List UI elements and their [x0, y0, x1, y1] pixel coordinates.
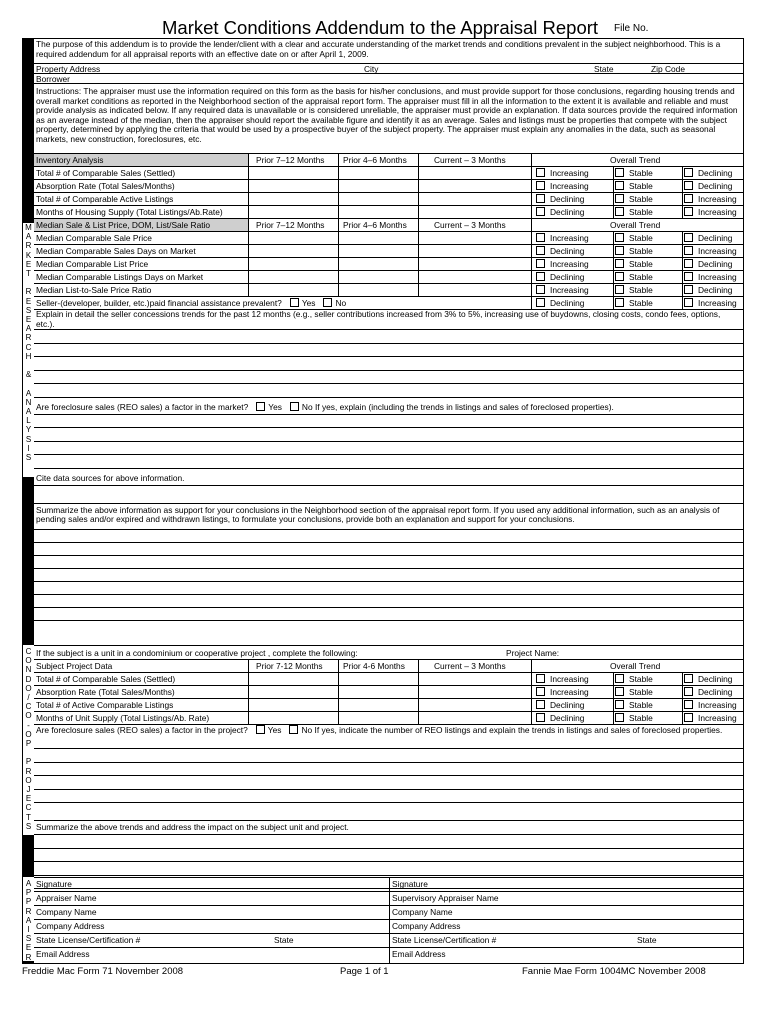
rule [34, 698, 743, 699]
column-rule [389, 877, 390, 963]
inventory-header: Inventory Analysis [36, 155, 104, 165]
appraiser-field-label: Company Address [36, 921, 105, 931]
inventory-trend-increasing-checkbox[interactable] [684, 194, 693, 203]
condo-summary-prompt: Summarize the above trends and address the impact on the subject unit and project. [36, 822, 349, 832]
seller-trend-checkbox[interactable] [615, 298, 624, 307]
title-row [22, 16, 742, 38]
rule [34, 861, 743, 862]
inventory-row-label: Months of Housing Supply (Total Listings/Ab.Rate) [36, 207, 223, 217]
footer-page: Page 1 of 1 [340, 966, 389, 977]
no-label: No [301, 401, 315, 412]
sidebar-segment-appraiser [23, 877, 34, 961]
column-rule [418, 218, 419, 296]
condo-trend-label: Stable [629, 700, 653, 710]
supervisory-field-label: Supervisory Appraiser Name [392, 893, 499, 903]
supervisory-field-label: Company Address [392, 921, 461, 931]
rule [34, 73, 743, 74]
condo-trend-increasing-checkbox[interactable] [684, 700, 693, 709]
inventory-trend-increasing-checkbox[interactable] [536, 181, 545, 190]
appraiser-field-label: Appraiser Name [36, 893, 97, 903]
rule [34, 594, 743, 595]
condo-trend-label: Increasing [550, 687, 589, 697]
condo-col-prior-4-6: Prior 4-6 Months [343, 661, 405, 671]
inventory-trend-stable-checkbox[interactable] [615, 207, 624, 216]
column-rule [613, 231, 614, 309]
seller-trend-label: Stable [629, 298, 653, 308]
median-trend-increasing-checkbox[interactable] [536, 233, 545, 242]
rule [34, 762, 743, 763]
column-rule [248, 659, 249, 724]
condo-trend-declining-checkbox[interactable] [684, 687, 693, 696]
sidebar-segment-market [23, 223, 34, 477]
rule [34, 397, 743, 398]
column-rule [613, 166, 614, 218]
rule [34, 542, 743, 543]
condo-trend-stable-checkbox[interactable] [615, 700, 624, 709]
rule [34, 789, 743, 790]
inventory-trend-label: Declining [698, 168, 733, 178]
footer-fannie: Fannie Mae Form 1004MC November 2008 [522, 966, 706, 977]
inventory-col-overall-trend: Overall Trend [610, 155, 661, 165]
condo-reo-question [36, 725, 739, 736]
inventory-trend-stable-checkbox[interactable] [615, 168, 624, 177]
rule [34, 166, 743, 167]
seller-trend-label: Declining [550, 298, 585, 308]
rule [34, 244, 743, 245]
inventory-trend-label: Increasing [550, 168, 589, 178]
condo-section-rule [34, 645, 743, 646]
rule [34, 63, 743, 64]
condo-trend-increasing-checkbox[interactable] [536, 674, 545, 683]
seller-assistance-question [36, 298, 346, 308]
condo-reo-text: Are foreclosure sales (REO sales) a factor in the project? [36, 725, 248, 735]
rule [34, 775, 743, 776]
rule [34, 283, 743, 284]
appraiser-state-label: State [274, 935, 294, 945]
supervisory-field-label: Email Address [392, 949, 446, 959]
rule [34, 848, 743, 849]
inventory-trend-declining-checkbox[interactable] [684, 181, 693, 190]
rule [34, 205, 743, 206]
appraiser-field-label: Email Address [36, 949, 90, 959]
inventory-col-prior-7-12: Prior 7–12 Months [256, 155, 325, 165]
median-trend-label: Increasing [550, 233, 589, 243]
supervisory-field-label: Company Name [392, 907, 453, 917]
median-trend-increasing-checkbox[interactable] [684, 272, 693, 281]
column-rule [682, 166, 683, 218]
rule [34, 231, 743, 232]
rule [34, 414, 743, 415]
rule [34, 296, 743, 297]
inventory-trend-label: Declining [550, 194, 585, 204]
median-trend-declining-checkbox[interactable] [684, 285, 693, 294]
column-rule [338, 218, 339, 296]
rule [34, 555, 743, 556]
condo-trend-label: Increasing [698, 713, 737, 723]
inventory-trend-label: Stable [629, 168, 653, 178]
inventory-trend-label: Stable [629, 181, 653, 191]
median-trend-increasing-checkbox[interactable] [536, 285, 545, 294]
foreclosure-question [36, 402, 614, 412]
condo-intro-text: If the subject is a unit in a condominium or cooperative project , complete the following: [36, 648, 358, 658]
rule [34, 356, 743, 357]
median-trend-label: Stable [629, 285, 653, 295]
inventory-trend-stable-checkbox[interactable] [615, 194, 624, 203]
condo-trend-label: Declining [550, 713, 585, 723]
appraiser-field-label: Signature [36, 879, 72, 889]
footer-freddie: Freddie Mac Form 71 November 2008 [22, 966, 184, 977]
inventory-trend-declining-checkbox[interactable] [536, 207, 545, 216]
seller-assistance-text: Seller-(developer, builder, etc.)paid financial assistance prevalent? [36, 298, 282, 308]
median-trend-label: Declining [550, 272, 585, 282]
inventory-trend-label: Declining [698, 181, 733, 191]
sidebar-segment-condo [23, 645, 34, 835]
median-trend-increasing-checkbox[interactable] [684, 246, 693, 255]
addendum-form [22, 38, 744, 964]
condo-trend-increasing-checkbox[interactable] [536, 687, 545, 696]
rule [34, 581, 743, 582]
condo-trend-label: Stable [629, 687, 653, 697]
median-trend-declining-checkbox[interactable] [684, 259, 693, 268]
foreclosure-explain-text: If yes, explain (including the trends in listings and sales of foreclosed properties). [314, 401, 614, 412]
purpose-text: The purpose of this addendum is to provide the lender/client with a clear and accurate understanding of the market trends and conditions prevalent in the subject neighborhood. This is a required addendum for all appraisal reports with an effective date on or after April 1, 2009. [36, 39, 721, 59]
median-header: Median Sale & List Price, DOM, List/Sale Ratio [36, 220, 211, 230]
median-row-label: Median Comparable Sale Price [36, 233, 152, 243]
condo-trend-label: Declining [698, 674, 733, 684]
median-trend-label: Stable [629, 246, 653, 256]
yes-label: Yes [268, 401, 282, 412]
zip-code-label: Zip Code [651, 64, 685, 74]
supervisory-field-label: State License/Certification # [392, 935, 497, 945]
inventory-trend-label: Stable [629, 207, 653, 217]
inventory-trend-increasing-checkbox[interactable] [684, 207, 693, 216]
inventory-col-current: Current – 3 Months [434, 155, 506, 165]
condo-row-label: Total # of Comparable Sales (Settled) [36, 674, 176, 684]
condo-trend-stable-checkbox[interactable] [615, 713, 624, 722]
seller-assistance-yes-checkbox[interactable] [290, 298, 299, 307]
column-rule [682, 672, 683, 724]
seller-assistance-no-checkbox[interactable] [323, 298, 332, 307]
condo-reo-explain-text: If yes, indicate the number of REO listings and explain the trends in listings and sales of foreclosed properties. [314, 725, 723, 735]
form-content [34, 39, 743, 963]
inventory-trend-declining-checkbox[interactable] [536, 194, 545, 203]
rule [34, 711, 743, 712]
inventory-trend-label: Increasing [698, 207, 737, 217]
condo-header: Subject Project Data [36, 661, 113, 671]
yes-label: Yes [267, 725, 282, 735]
median-trend-label: Declining [550, 246, 585, 256]
rule [34, 257, 743, 258]
rule [34, 834, 743, 835]
median-row-label: Median Comparable Sales Days on Market [36, 246, 196, 256]
rule [34, 192, 743, 193]
condo-trend-label: Stable [629, 674, 653, 684]
median-trend-increasing-checkbox[interactable] [536, 259, 545, 268]
instructions-text: Instructions: The appraiser must use the information required on this form as the basis for his/her conclusions, and must provide support for those conclusions, regarding housing trends and overall market conditions as reported in the Neighborhood section of the appraisal report form. The appraiser must fill in all the information to the extent it is available and reliable and must provide analysis as indicated below. If any required data is unavailable or is considered unreliable, the appraiser must provide an explanation. If data sources provide the required information as an average instead of the median, then the appraiser should report the available figure and identify it as an average. Sales and listings must be properties that compete with the subject property, determined by applying the criteria that would be used by a prospective buyer of the subject property. The appraiser must explain any anomalies in the data, such as seasonal markets, new construction, foreclosures, etc. [36, 86, 738, 144]
rule [34, 620, 743, 621]
column-rule [248, 218, 249, 296]
rule [34, 370, 743, 371]
median-col-prior-7-12: Prior 7–12 Months [256, 220, 325, 230]
seller-trend-checkbox[interactable] [684, 298, 693, 307]
condo-trend-label: Declining [550, 700, 585, 710]
median-trend-stable-checkbox[interactable] [615, 246, 624, 255]
state-label: State [594, 64, 614, 74]
median-trend-stable-checkbox[interactable] [615, 233, 624, 242]
rule [34, 802, 743, 803]
median-trend-declining-checkbox[interactable] [536, 246, 545, 255]
supervisory-state-label: State [637, 935, 657, 945]
column-rule [531, 218, 532, 309]
yes-label: Yes [301, 298, 316, 308]
column-rule [338, 153, 339, 218]
no-label: No [301, 725, 315, 735]
rule [34, 905, 743, 906]
property-address-label: Property Address [36, 64, 101, 74]
column-rule [531, 153, 532, 218]
rule [34, 329, 743, 330]
rule [34, 820, 743, 821]
rule [34, 933, 743, 934]
rule [34, 659, 743, 660]
rule [34, 503, 743, 504]
rule [34, 427, 743, 428]
median-trend-label: Increasing [550, 259, 589, 269]
condo-trend-declining-checkbox[interactable] [536, 713, 545, 722]
sidebar-label-condo: C O N D O / C O - O P P R O J E C T S [25, 647, 32, 831]
median-col-current: Current – 3 Months [434, 220, 506, 230]
condo-trend-label: Increasing [550, 674, 589, 684]
median-trend-label: Stable [629, 259, 653, 269]
page-title: Market Conditions Addendum to the Appraisal Report [162, 17, 599, 38]
condo-reo-yes-checkbox[interactable] [256, 725, 265, 734]
condo-col-current: Current – 3 Months [434, 661, 506, 671]
condo-col-prior-7-12: Prior 7-12 Months [256, 661, 323, 671]
median-trend-label: Stable [629, 233, 653, 243]
condo-reo-no-checkbox[interactable] [289, 725, 298, 734]
median-trend-stable-checkbox[interactable] [615, 259, 624, 268]
column-rule [418, 153, 419, 218]
foreclosure-yes-checkbox[interactable] [256, 402, 265, 411]
condo-trend-increasing-checkbox[interactable] [684, 713, 693, 722]
project-name-label: Project Name: [506, 648, 560, 658]
condo-trend-stable-checkbox[interactable] [615, 687, 624, 696]
cite-data-sources-prompt: Cite data sources for above information. [36, 472, 185, 483]
median-trend-label: Increasing [550, 285, 589, 295]
inventory-trend-label: Declining [550, 207, 585, 217]
section-sidebar [23, 39, 34, 963]
condo-trend-declining-checkbox[interactable] [684, 674, 693, 683]
condo-col-overall-trend: Overall Trend [610, 661, 661, 671]
inventory-col-prior-4-6: Prior 4–6 Months [343, 155, 407, 165]
inventory-trend-increasing-checkbox[interactable] [536, 168, 545, 177]
seller-trend-label: Increasing [698, 298, 737, 308]
condo-trend-stable-checkbox[interactable] [615, 674, 624, 683]
borrower-label: Borrower [36, 74, 70, 84]
appraiser-field-label: State License/Certification # [36, 935, 141, 945]
median-row-label: Median Comparable Listings Days on Market [36, 272, 204, 282]
column-rule [418, 659, 419, 724]
median-trend-declining-checkbox[interactable] [536, 272, 545, 281]
inventory-trend-label: Increasing [550, 181, 589, 191]
rule [34, 441, 743, 442]
rule [34, 748, 743, 749]
rule [34, 468, 743, 469]
column-rule [248, 153, 249, 218]
rule [34, 529, 743, 530]
condo-trend-label: Increasing [698, 700, 737, 710]
condo-trend-label: Stable [629, 713, 653, 723]
median-trend-stable-checkbox[interactable] [615, 285, 624, 294]
rule [34, 343, 743, 344]
sidebar-label-market-research: M A R K E T R E S E A R C H & A N A L Y S I S [25, 223, 32, 463]
rule [34, 607, 743, 608]
inventory-trend-label: Increasing [698, 194, 737, 204]
seller-trend-checkbox[interactable] [536, 298, 545, 307]
condo-row-label: Total # of Active Comparable Listings [36, 700, 174, 710]
inventory-trend-declining-checkbox[interactable] [684, 168, 693, 177]
column-rule [531, 659, 532, 724]
rule [34, 875, 743, 876]
supervisory-field-label: Signature [392, 879, 428, 889]
condo-trend-declining-checkbox[interactable] [536, 700, 545, 709]
median-trend-label: Declining [698, 285, 733, 295]
median-trend-label: Increasing [698, 272, 737, 282]
column-rule [613, 672, 614, 724]
column-rule [682, 231, 683, 309]
rule [34, 568, 743, 569]
concessions-prompt: Explain in detail the seller concessions trends for the past 12 months (e.g., seller contributions increased from 3% to 5%, increasing use of buydowns, closing costs, condo fees, options, etc.). [36, 309, 721, 329]
rule [34, 83, 743, 84]
rule [34, 672, 743, 673]
rule [34, 891, 743, 892]
city-label: City [364, 64, 379, 74]
inventory-row-label: Total # of Comparable Active Listings [36, 194, 174, 204]
rule [34, 485, 743, 486]
rule [34, 179, 743, 180]
no-label: No [335, 298, 347, 308]
median-trend-label: Stable [629, 272, 653, 282]
inventory-trend-stable-checkbox[interactable] [615, 181, 624, 190]
median-row-label: Median Comparable List Price [36, 259, 149, 269]
sidebar-label-appraiser: A P P R A I S E R [25, 879, 32, 962]
median-trend-declining-checkbox[interactable] [684, 233, 693, 242]
rule [34, 919, 743, 920]
rule [34, 454, 743, 455]
file-number-label: File No. [614, 23, 649, 34]
rule [34, 383, 743, 384]
inventory-row-label: Total # of Comparable Sales (Settled) [36, 168, 176, 178]
condo-row-label: Absorption Rate (Total Sales/Months) [36, 687, 175, 697]
condo-row-label: Months of Unit Supply (Total Listings/Ab. Rate) [36, 713, 210, 723]
median-trend-label: Declining [698, 259, 733, 269]
summarize-prompt: Summarize the above information as support for your conclusions in the Neighborhood section of the appraisal report form. If you used any additional information, such as an analysis of pending sales and/or expired and withdrawn listings, to formulate your conclusions, provide both an explanation and support for your conclusions. [36, 504, 720, 525]
median-col-overall-trend: Overall Trend [610, 220, 661, 230]
condo-trend-label: Declining [698, 687, 733, 697]
foreclosure-text: Are foreclosure sales (REO sales) a factor in the market? [36, 401, 249, 412]
median-trend-label: Declining [698, 233, 733, 243]
inventory-row-label: Absorption Rate (Total Sales/Months) [36, 181, 175, 191]
rule [34, 685, 743, 686]
appraiser-field-label: Company Name [36, 907, 97, 917]
inventory-trend-label: Stable [629, 194, 653, 204]
rule [34, 270, 743, 271]
foreclosure-no-checkbox[interactable] [290, 402, 299, 411]
median-row-label: Median List-to-Sale Price Ratio [36, 285, 152, 295]
column-rule [338, 659, 339, 724]
median-trend-stable-checkbox[interactable] [615, 272, 624, 281]
rule [34, 947, 743, 948]
median-col-prior-4-6: Prior 4–6 Months [343, 220, 407, 230]
median-trend-label: Increasing [698, 246, 737, 256]
